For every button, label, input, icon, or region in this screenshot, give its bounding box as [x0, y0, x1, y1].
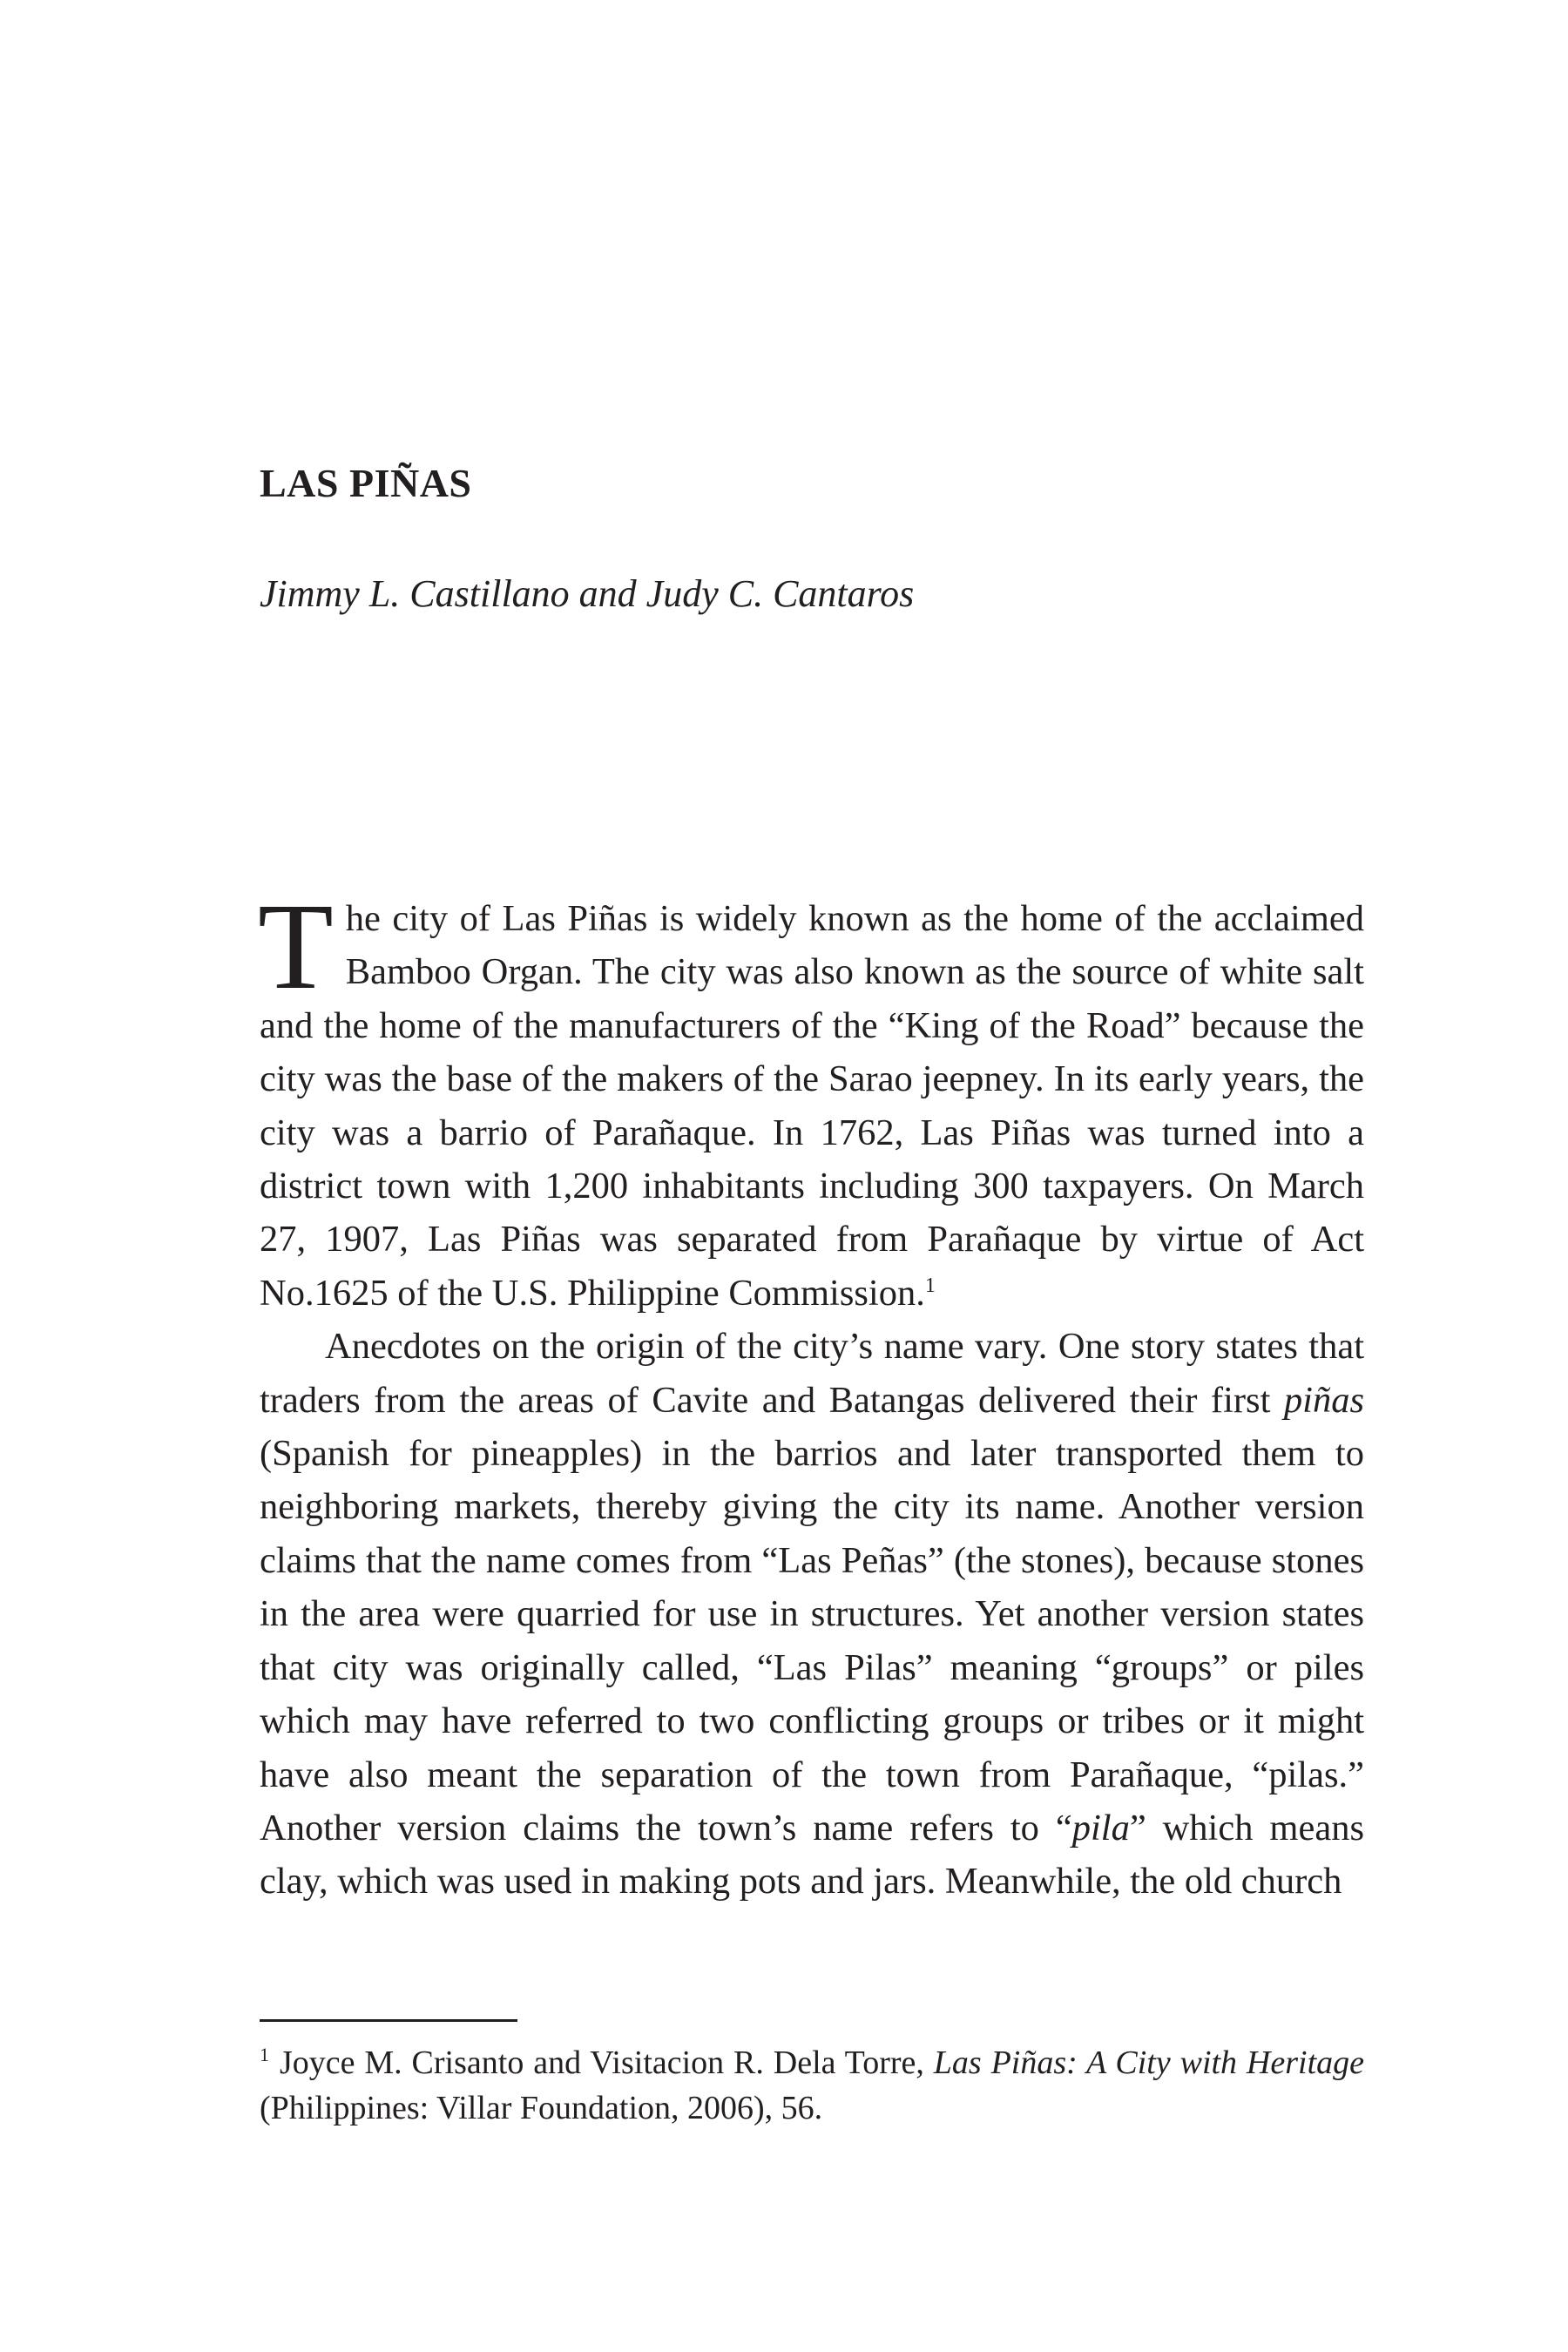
footnote: [260, 2040, 1364, 2131]
drop-cap: T: [258, 877, 334, 1015]
paragraph-2-text-2: (Spanish for pineapples) in the barrios and later transported them to neighboring markets, thereby giving the city its name. Another version claims that the name comes from “Las Peñas” (the stones), because stones in the area were quarried for use in structures. Yet another version states that city was originally called, “Las Pilas” meaning “groups” or piles which may have referred to two conflicting groups or tribes or it might have also meant the separation of the town from Parañaque, “pilas.” Another version claims the town’s name refers to “: [260, 1433, 1364, 1848]
paragraph-2-text-3: ” which means clay, which was used in making pots and jars. Meanwhile, the old church: [260, 1807, 1364, 1903]
paragraph-2-text-1: Anecdotes on the origin of the city’s name vary. One story states that traders from the areas of Cavite and Batangas delivered their first: [260, 1326, 1364, 1421]
footnote-number: 1: [260, 2044, 269, 2066]
footnote-text-1: Joyce M. Crisanto and Visitacion R. Dela Torre,: [280, 2044, 934, 2081]
paragraph-1-text: he city of Las Piñas is widely known as the home of the acclaimed Bamboo Organ. The city was also known as the source of white salt and the home of the manufacturers of the “King of the Road” because the city was the base of the makers of the Sarao jeepney. In its early years, the city was a barrio of Parañaque. In 1762, Las Piñas was turned into a district town with 1,200 inhabitants including 300 taxpayers. On March 27, 1907, Las Piñas was separated from Parañaque by virtue of Act No.1625 of the U.S. Philippine Commission.: [260, 898, 1364, 1314]
body-text: [258, 877, 1364, 1909]
paragraph-2-italic-2: pila: [1071, 1807, 1130, 1848]
footnote-italic-title: Las Piñas: A City with Heritage: [933, 2044, 1365, 2081]
page-title: LAS PIÑAS: [260, 461, 472, 505]
footnote-text-2: (Philippines: Villar Foundation, 2006), 56.: [260, 2090, 823, 2126]
document-page: [260, 0, 1364, 2352]
paragraph-1: [258, 877, 1364, 1320]
paragraph-2-italic-1: piñas: [1283, 1379, 1364, 1421]
footnote-reference[interactable]: 1: [924, 1274, 936, 1297]
paragraph-2: [260, 1320, 1364, 1908]
author-line: Jimmy L. Castillano and Judy C. Cantaros: [260, 572, 915, 615]
footnote-divider: [260, 2019, 517, 2022]
